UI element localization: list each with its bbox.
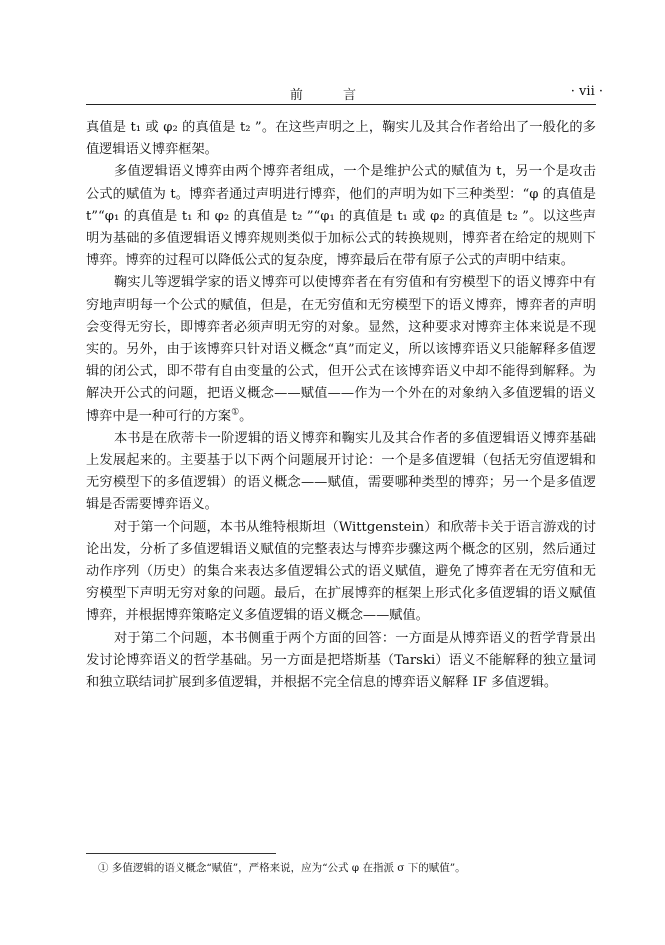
footnote-mark[interactable]: ① bbox=[231, 407, 240, 418]
paragraph-text: 鞠实儿等逻辑学家的语义博弈可以使博弈者在有穷值和有穷模型下的语义博弈中有穷地声明每一个公式的赋值，但是，在无穷值和无穷模型下的语义博弈，博弈者的声明会变得无穷长，即博弈者必须声明无穷的对象。显然，这种要求对博弈主体来说是不现实的。另外，由于该博弈只针对语义概念“真”而定义，所以该博弈语义只能解释多值逻辑的闭公式，即不带有自由变量的公式，但开公式在该博弈语义中却不能得到解释。为解决开公式的问题，把语义概念——赋值——作为一个外在的对象纳入多值逻辑的语义博弈中是一种可行的方案 bbox=[86, 275, 596, 424]
paragraph-continued: 真值是 t₁ 或 φ₂ 的真值是 t₂ ”。在这些声明之上，鞠实儿及其合作者给出了一般化的多值逻辑语义博弈框架。 bbox=[86, 120, 596, 158]
chapter-title: 前 言 bbox=[289, 88, 375, 103]
paragraph bbox=[86, 272, 596, 427]
page-number: · vii · bbox=[570, 84, 603, 99]
footnote: ① 多值逻辑的语义概念“赋值”，严格来说，应为“公式 φ 在指派 σ 下的赋值”。 bbox=[98, 862, 466, 874]
header-rule bbox=[86, 104, 596, 105]
running-head bbox=[0, 84, 665, 104]
paragraph: 本书是在欣蒂卡一阶逻辑的语义博弈和鞠实儿及其合作者的多值逻辑语义博弈基础上发展起来的。主要基于以下两个问题展开讨论：一个是多值逻辑（包括无穷值逻辑和无穷模型下的多值逻辑）的语义概念——赋值，需要哪种类型的博弈；另一个是多值逻辑是否需要博弈语义。 bbox=[86, 430, 596, 513]
body-text bbox=[86, 117, 596, 694]
paragraph: 对于第二个问题，本书侧重于两个方面的回答：一方面是从博弈语义的哲学背景出发讨论博弈语义的哲学基础。另一方面是把塔斯基（Tarski）语义不能解释的独立量词和独立联结词扩展到多值逻辑，并根据不完全信息的博弈语义解释 IF 多值逻辑。 bbox=[86, 630, 596, 691]
paragraph: 多值逻辑语义博弈由两个博弈者组成，一个是维护公式的赋值为 t，另一个是攻击公式的赋值为 t。博弈者通过声明进行博弈，他们的声明为如下三种类型：“φ 的真值是 t”“φ₁ 的真值是 t₁ 和 φ₂ 的真值是 t₂ ”“φ₁ 的真值是 t₁ 或 φ₂ 的真值是 t₂ ”。以这些声明为基础的多值逻辑语义博弈规则类似于加标公式的转换规则，博弈者在给定的规则下博弈。博弈的过程可以降低公式的复杂度，博弈最后在带有原子公式的声明中结束。 bbox=[86, 164, 596, 269]
paragraph-tail: 。 bbox=[239, 408, 253, 424]
footnote-rule bbox=[86, 853, 276, 854]
paragraph: 对于第一个问题，本书从维特根斯坦（Wittgenstein）和欣蒂卡关于语言游戏的讨论出发，分析了多值逻辑语义赋值的完整表达与博弈步骤这两个概念的区别，然后通过动作序列（历史）的集合来表达多值逻辑公式的语义赋值，避免了博弈者在无穷值和无穷模型下声明无穷对象的问题。最后，在扩展博弈的框架上形式化多值逻辑的语义赋值博弈，并根据博弈策略定义多值逻辑的语义概念——赋值。 bbox=[86, 519, 596, 624]
